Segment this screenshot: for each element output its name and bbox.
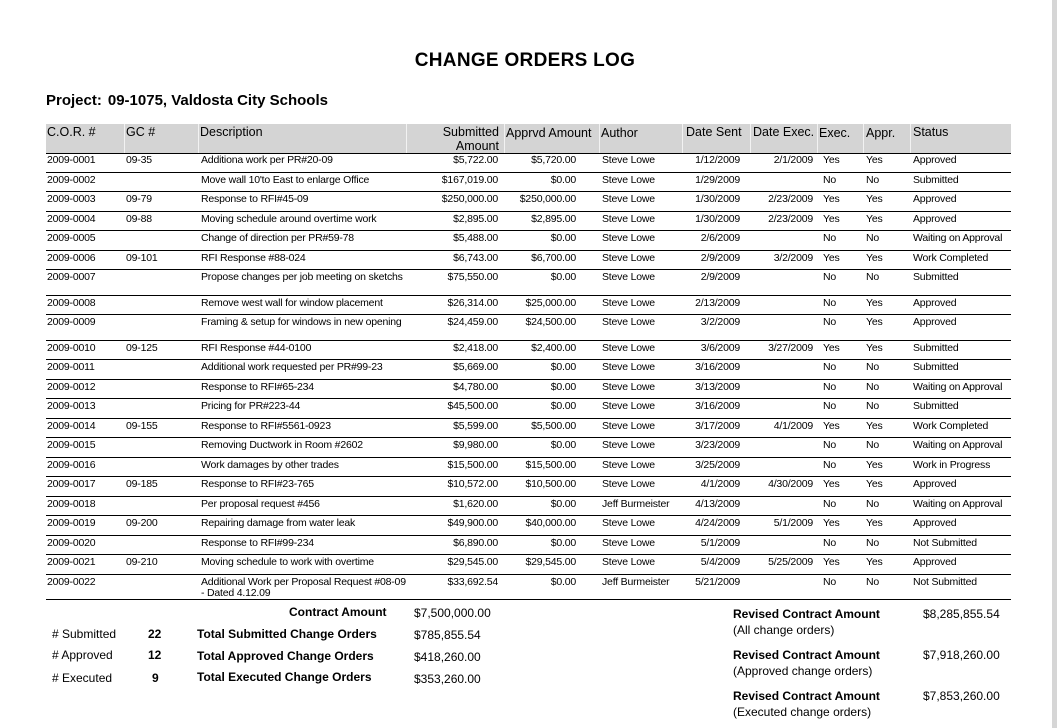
cell-cor: 2009-0011 [47, 361, 95, 373]
cell-author: Steve Lowe [602, 361, 655, 373]
cell-date-sent: 2/6/2009 [700, 232, 740, 244]
table-row [46, 315, 1011, 341]
cell-submitted-amount: $6,743.00 [453, 251, 498, 264]
header-appr: Appr. [866, 126, 896, 140]
cell-exec: No [823, 400, 837, 412]
cell-appr: Yes [866, 251, 883, 264]
cell-date-sent: 3/13/2009 [695, 380, 740, 393]
cell-date-exec: 2/1/2009 [773, 154, 813, 166]
cell-exec: Yes [823, 341, 840, 354]
cell-submitted-amount: $9,980.00 [453, 439, 498, 451]
cell-author: Steve Lowe [602, 556, 655, 568]
cell-date-exec: 2/23/2009 [768, 193, 813, 205]
table-row [46, 270, 1011, 296]
cell-approved-amount: $5,500.00 [531, 419, 576, 432]
total-submitted-value: $785,855.54 [414, 628, 481, 642]
header-divider [863, 124, 864, 153]
cell-exec: Yes [823, 193, 840, 205]
table-header [46, 124, 1011, 154]
cell-gc: 09-88 [126, 212, 152, 225]
cell-author: Steve Lowe [602, 517, 655, 529]
cell-author: Steve Lowe [602, 296, 655, 309]
cell-cor: 2009-0020 [47, 536, 96, 549]
table-row [46, 153, 1011, 173]
table-row [46, 575, 1011, 601]
header-date-exec: Date Exec. [753, 125, 815, 139]
cell-cor: 2009-0001 [47, 154, 96, 166]
header-approved-amount: Apprvd Amount [506, 126, 592, 140]
cell-date-exec: 5/25/2009 [768, 556, 813, 568]
cell-date-sent: 1/30/2009 [695, 193, 740, 205]
cell-description: Propose changes per job meeting on sketchs [201, 271, 403, 283]
header-gc: GC # [126, 125, 156, 139]
cell-description: Moving schedule around overtime work [201, 212, 377, 225]
cell-appr: No [866, 575, 880, 588]
contract-amount-label: Contract Amount [289, 605, 387, 619]
cell-cor: 2009-0005 [47, 232, 96, 244]
header-divider [406, 124, 407, 153]
revised-executed-sub: (Executed change orders) [733, 705, 872, 719]
cell-date-sent: 2/9/2009 [700, 251, 740, 264]
cell-cor: 2009-0007 [47, 271, 96, 283]
header-divider [599, 124, 600, 153]
cell-appr: No [866, 400, 880, 412]
cell-exec: Yes [823, 556, 840, 568]
cell-approved-amount: $40,000.00 [525, 517, 576, 529]
cell-status: Not Submitted [913, 536, 977, 549]
cell-appr: Yes [866, 458, 883, 471]
cell-description: Additiona work per PR#20-09 [201, 154, 333, 166]
total-approved-value: $418,260.00 [414, 650, 481, 664]
cell-approved-amount: $25,000.00 [525, 296, 576, 309]
cell-date-sent: 4/24/2009 [695, 517, 740, 529]
cell-exec: Yes [823, 212, 840, 225]
cell-cor: 2009-0021 [47, 556, 96, 568]
cell-author: Steve Lowe [602, 478, 655, 490]
cell-appr: Yes [866, 478, 883, 490]
table-row [46, 399, 1011, 419]
cell-cor: 2009-0015 [47, 439, 96, 451]
cell-status: Approved [913, 193, 957, 205]
cell-gc: 09-210 [126, 556, 158, 568]
cell-description: Moving schedule to work with overtime [201, 556, 374, 568]
cell-appr: Yes [866, 296, 883, 309]
header-divider [910, 124, 911, 153]
cell-exec: No [823, 173, 837, 186]
table-row [46, 438, 1011, 458]
cell-cor: 2009-0016 [47, 458, 96, 471]
revised-all-value: $8,285,855.54 [923, 607, 1000, 621]
cell-description: Response to RFI#99-234 [201, 536, 314, 549]
cell-appr: Yes [866, 212, 883, 225]
header-description: Description [200, 125, 263, 139]
header-divider [504, 124, 505, 153]
cell-date-exec: 5/1/2009 [773, 517, 813, 529]
cell-author: Steve Lowe [602, 419, 655, 432]
cell-date-sent: 3/25/2009 [695, 458, 740, 471]
cell-exec: No [823, 316, 837, 328]
contract-amount-value: $7,500,000.00 [414, 606, 491, 620]
cell-cor: 2009-0019 [47, 517, 96, 529]
cell-approved-amount: $2,895.00 [531, 212, 576, 225]
table-row [46, 458, 1011, 478]
cell-author: Steve Lowe [602, 193, 655, 205]
cell-submitted-amount: $5,669.00 [453, 361, 498, 373]
cell-submitted-amount: $5,599.00 [453, 419, 498, 432]
cell-cor: 2009-0018 [47, 497, 96, 510]
table-row [46, 555, 1011, 575]
table-row [46, 341, 1011, 361]
cell-status: Work Completed [913, 251, 989, 264]
cell-approved-amount: $0.00 [550, 380, 576, 393]
cell-author: Steve Lowe [602, 380, 655, 393]
cell-status: Submitted [913, 173, 959, 186]
page-edge-shadow [1052, 0, 1057, 728]
header-divider [198, 124, 199, 153]
cell-approved-amount: $0.00 [550, 497, 576, 510]
cell-appr: Yes [866, 154, 883, 166]
cell-gc: 09-125 [126, 341, 158, 354]
cell-status: Approved [913, 316, 957, 328]
project-value: 09-1075, Valdosta City Schools [107, 92, 328, 109]
cell-description: RFI Response #44-0100 [201, 341, 312, 354]
cell-appr: Yes [866, 341, 883, 354]
cell-author: Steve Lowe [602, 251, 655, 264]
cell-status: Work in Progress [913, 458, 991, 471]
cell-date-sent: 3/2/2009 [700, 316, 740, 328]
cell-exec: No [823, 439, 837, 451]
cell-description: Remove west wall for window placement [201, 296, 383, 309]
cell-status: Waiting on Approval [913, 232, 1003, 244]
approved-count-value: 12 [148, 648, 162, 662]
cell-approved-amount: $15,500.00 [525, 458, 576, 471]
cell-exec: Yes [823, 478, 840, 490]
table-row [46, 173, 1011, 193]
cell-date-sent: 5/4/2009 [700, 556, 740, 568]
cell-exec: No [823, 497, 837, 510]
cell-exec: No [823, 232, 837, 244]
cell-author: Steve Lowe [602, 212, 655, 225]
cell-approved-amount: $0.00 [550, 361, 576, 373]
cell-submitted-amount: $167,019.00 [441, 173, 498, 186]
cell-appr: Yes [866, 517, 883, 529]
executed-count-value: 9 [152, 671, 159, 685]
cell-description: Change of direction per PR#59-78 [201, 232, 354, 244]
header-divider [817, 124, 818, 153]
header-author: Author [601, 126, 638, 140]
project-label: Project: [46, 92, 102, 109]
cell-submitted-amount: $26,314.00 [447, 296, 498, 309]
cell-status: Approved [913, 517, 957, 529]
revised-all-label: Revised Contract Amount [733, 607, 880, 621]
cell-cor: 2009-0003 [47, 193, 96, 205]
cell-appr: Yes [866, 316, 883, 328]
total-submitted-label: Total Submitted Change Orders [197, 627, 377, 641]
cell-submitted-amount: $4,780.00 [453, 380, 498, 393]
cell-cor: 2009-0022 [47, 575, 96, 588]
cell-approved-amount: $24,500.00 [525, 316, 576, 328]
header-divider [750, 124, 751, 153]
cell-description: Response to RFI#65-234 [201, 380, 314, 393]
cell-status: Not Submitted [913, 575, 977, 588]
cell-submitted-amount: $49,900.00 [447, 517, 498, 529]
cell-author: Steve Lowe [602, 341, 655, 354]
page-title: CHANGE ORDERS LOG [414, 50, 636, 71]
cell-submitted-amount: $75,550.00 [447, 271, 498, 283]
cell-exec: Yes [823, 154, 840, 166]
cell-cor: 2009-0013 [47, 400, 96, 412]
cell-appr: No [866, 536, 880, 549]
cell-submitted-amount: $250,000.00 [441, 193, 498, 205]
cell-submitted-amount: $6,890.00 [453, 536, 498, 549]
cell-status: Approved [913, 478, 957, 490]
cell-date-sent: 1/30/2009 [695, 212, 740, 225]
table-row [46, 477, 1011, 497]
cell-date-exec: 3/27/2009 [768, 341, 813, 354]
cell-description: Removing Ductwork in Room #2602 [201, 439, 363, 451]
cell-cor: 2009-0009 [47, 316, 96, 328]
cell-cor: 2009-0017 [47, 478, 96, 490]
cell-cor: 2009-0014 [47, 419, 96, 432]
cell-date-exec: 4/30/2009 [768, 478, 813, 490]
cell-description: Work damages by other trades [201, 458, 339, 471]
cell-cor: 2009-0012 [47, 380, 96, 393]
cell-author: Jeff Burmeister [602, 497, 670, 510]
cell-description: Framing & setup for windows in new opening [201, 316, 402, 328]
cell-appr: Yes [866, 556, 883, 568]
cell-approved-amount: $10,500.00 [525, 478, 576, 490]
cell-submitted-amount: $24,459.00 [447, 316, 498, 328]
table-row [46, 419, 1011, 439]
cell-gc: 09-79 [126, 193, 152, 205]
revised-all-sub: (All change orders) [733, 623, 835, 637]
cell-submitted-amount: $2,895.00 [453, 212, 498, 225]
cell-cor: 2009-0008 [47, 296, 96, 309]
cell-author: Steve Lowe [602, 536, 655, 549]
header-divider [124, 124, 125, 153]
cell-gc: 09-101 [126, 251, 158, 264]
cell-approved-amount: $0.00 [550, 271, 576, 283]
cell-exec: No [823, 536, 837, 549]
cell-appr: No [866, 497, 880, 510]
cell-cor: 2009-0004 [47, 212, 96, 225]
cell-status: Waiting on Approval [913, 380, 1003, 393]
revised-approved-sub: (Approved change orders) [733, 664, 873, 678]
cell-description: Additional work requested per PR#99-23 [201, 361, 383, 373]
cell-status: Submitted [913, 271, 959, 283]
revised-approved-value: $7,918,260.00 [923, 648, 1000, 662]
header-submitted-amount: Submitted Amount [442, 125, 499, 153]
approved-count-label: # Approved [52, 648, 113, 662]
table-row [46, 380, 1011, 400]
cell-appr: No [866, 173, 880, 186]
cell-cor: 2009-0002 [47, 173, 96, 186]
total-approved-label: Total Approved Change Orders [197, 649, 374, 663]
revised-executed-value: $7,853,260.00 [923, 689, 1000, 703]
total-executed-value: $353,260.00 [414, 672, 481, 686]
table-row [46, 360, 1011, 380]
cell-date-sent: 1/12/2009 [695, 154, 740, 166]
cell-gc: 09-200 [126, 517, 158, 529]
header-date-sent: Date Sent [686, 125, 742, 139]
change-orders-table-body [46, 153, 1011, 600]
cell-submitted-amount: $5,488.00 [453, 232, 498, 244]
cell-author: Steve Lowe [602, 458, 655, 471]
cell-description: Per proposal request #456 [201, 497, 320, 510]
cell-exec: No [823, 458, 837, 471]
cell-exec: No [823, 271, 837, 283]
cell-approved-amount: $0.00 [550, 400, 576, 412]
cell-approved-amount: $0.00 [550, 575, 576, 588]
cell-date-sent: 3/16/2009 [695, 361, 740, 373]
cell-submitted-amount: $15,500.00 [447, 458, 498, 471]
cell-status: Waiting on Approval [913, 497, 1003, 510]
table-row [46, 192, 1011, 212]
cell-submitted-amount: $29,545.00 [447, 556, 498, 568]
cell-exec: No [823, 361, 837, 373]
cell-status: Approved [913, 212, 957, 225]
revised-approved-label: Revised Contract Amount [733, 648, 880, 662]
cell-approved-amount: $0.00 [550, 439, 576, 451]
cell-appr: Yes [866, 193, 883, 205]
cell-author: Steve Lowe [602, 400, 655, 412]
cell-exec: Yes [823, 517, 840, 529]
cell-description: Repairing damage from water leak [201, 517, 356, 529]
cell-approved-amount: $29,545.00 [525, 556, 576, 568]
cell-status: Work Completed [913, 419, 989, 432]
cell-approved-amount: $0.00 [550, 536, 576, 549]
cell-approved-amount: $0.00 [550, 173, 576, 186]
cell-author: Jeff Burmeister [602, 575, 670, 588]
table-row [46, 251, 1011, 271]
cell-submitted-amount: $33,692.54 [447, 575, 498, 588]
cell-appr: No [866, 380, 880, 393]
cell-appr: No [866, 361, 880, 373]
cell-approved-amount: $6,700.00 [531, 251, 576, 264]
cell-exec: No [823, 296, 837, 309]
header-status: Status [913, 125, 949, 139]
cell-date-sent: 3/17/2009 [695, 419, 740, 432]
cell-submitted-amount: $45,500.00 [447, 400, 498, 412]
cell-status: Submitted [913, 341, 959, 354]
cell-description: Response to RFI#45-09 [201, 193, 309, 205]
cell-date-exec: 3/2/2009 [773, 251, 813, 264]
cell-status: Approved [913, 296, 957, 309]
cell-appr: No [866, 271, 880, 283]
cell-date-sent: 5/21/2009 [695, 575, 740, 588]
cell-exec: No [823, 575, 837, 588]
cell-submitted-amount: $2,418.00 [453, 341, 498, 354]
cell-date-sent: 2/9/2009 [700, 271, 740, 283]
cell-exec: Yes [823, 251, 840, 264]
cell-author: Steve Lowe [602, 439, 655, 451]
table-row [46, 497, 1011, 517]
cell-author: Steve Lowe [602, 271, 655, 283]
cell-approved-amount: $0.00 [550, 232, 576, 244]
executed-count-label: # Executed [52, 671, 113, 685]
cell-appr: No [866, 439, 880, 451]
cell-submitted-amount: $5,722.00 [453, 154, 498, 166]
table-row [46, 231, 1011, 251]
cell-date-sent: 3/23/2009 [695, 439, 740, 451]
cell-description: Additional Work per Proposal Request #08-09 - Dated 4.12.09 [201, 575, 406, 599]
cell-approved-amount: $250,000.00 [519, 193, 576, 205]
table-row [46, 212, 1011, 232]
cell-description: Move wall 10'to East to enlarge Office [201, 173, 370, 186]
cell-description: Response to RFI#23-765 [201, 478, 314, 490]
cell-status: Submitted [913, 400, 959, 412]
cell-author: Steve Lowe [602, 232, 655, 244]
cell-author: Steve Lowe [602, 154, 655, 166]
header-cor: C.O.R. # [47, 125, 96, 139]
cell-date-sent: 3/16/2009 [695, 400, 740, 412]
revised-executed-label: Revised Contract Amount [733, 689, 880, 703]
cell-approved-amount: $2,400.00 [531, 341, 576, 354]
header-divider [682, 124, 683, 153]
cell-date-sent: 3/6/2009 [700, 341, 740, 354]
cell-description: Response to RFI#5561-0923 [201, 419, 331, 432]
cell-date-exec: 4/1/2009 [773, 419, 813, 432]
cell-status: Submitted [913, 361, 959, 373]
cell-approved-amount: $5,720.00 [531, 154, 576, 166]
cell-exec: Yes [823, 419, 840, 432]
cell-author: Steve Lowe [602, 316, 655, 328]
cell-submitted-amount: $10,572.00 [447, 478, 498, 490]
cell-exec: No [823, 380, 837, 393]
total-executed-label: Total Executed Change Orders [197, 670, 372, 684]
cell-appr: No [866, 232, 880, 244]
table-row [46, 536, 1011, 556]
submitted-count-value: 22 [148, 627, 162, 641]
cell-gc: 09-155 [126, 419, 158, 432]
cell-description: Pricing for PR#223-44 [201, 400, 301, 412]
cell-date-sent: 2/13/2009 [695, 296, 740, 309]
cell-date-sent: 1/29/2009 [695, 173, 740, 186]
header-exec: Exec. [819, 126, 851, 140]
cell-gc: 09-35 [126, 154, 152, 166]
cell-date-sent: 5/1/2009 [700, 536, 740, 549]
cell-author: Steve Lowe [602, 173, 655, 186]
cell-status: Waiting on Approval [913, 439, 1003, 451]
cell-status: Approved [913, 556, 957, 568]
table-row [46, 516, 1011, 536]
cell-date-exec: 2/23/2009 [768, 212, 813, 225]
cell-submitted-amount: $1,620.00 [453, 497, 498, 510]
cell-status: Approved [913, 154, 957, 166]
cell-cor: 2009-0006 [47, 251, 96, 264]
cell-cor: 2009-0010 [47, 341, 96, 354]
cell-appr: Yes [866, 419, 883, 432]
table-row [46, 296, 1011, 316]
cell-gc: 09-185 [126, 478, 158, 490]
cell-date-sent: 4/13/2009 [695, 497, 740, 510]
project-line [46, 92, 328, 109]
submitted-count-label: # Submitted [52, 627, 117, 641]
cell-date-sent: 4/1/2009 [700, 478, 740, 490]
cell-description: RFI Response #88-024 [201, 251, 306, 264]
